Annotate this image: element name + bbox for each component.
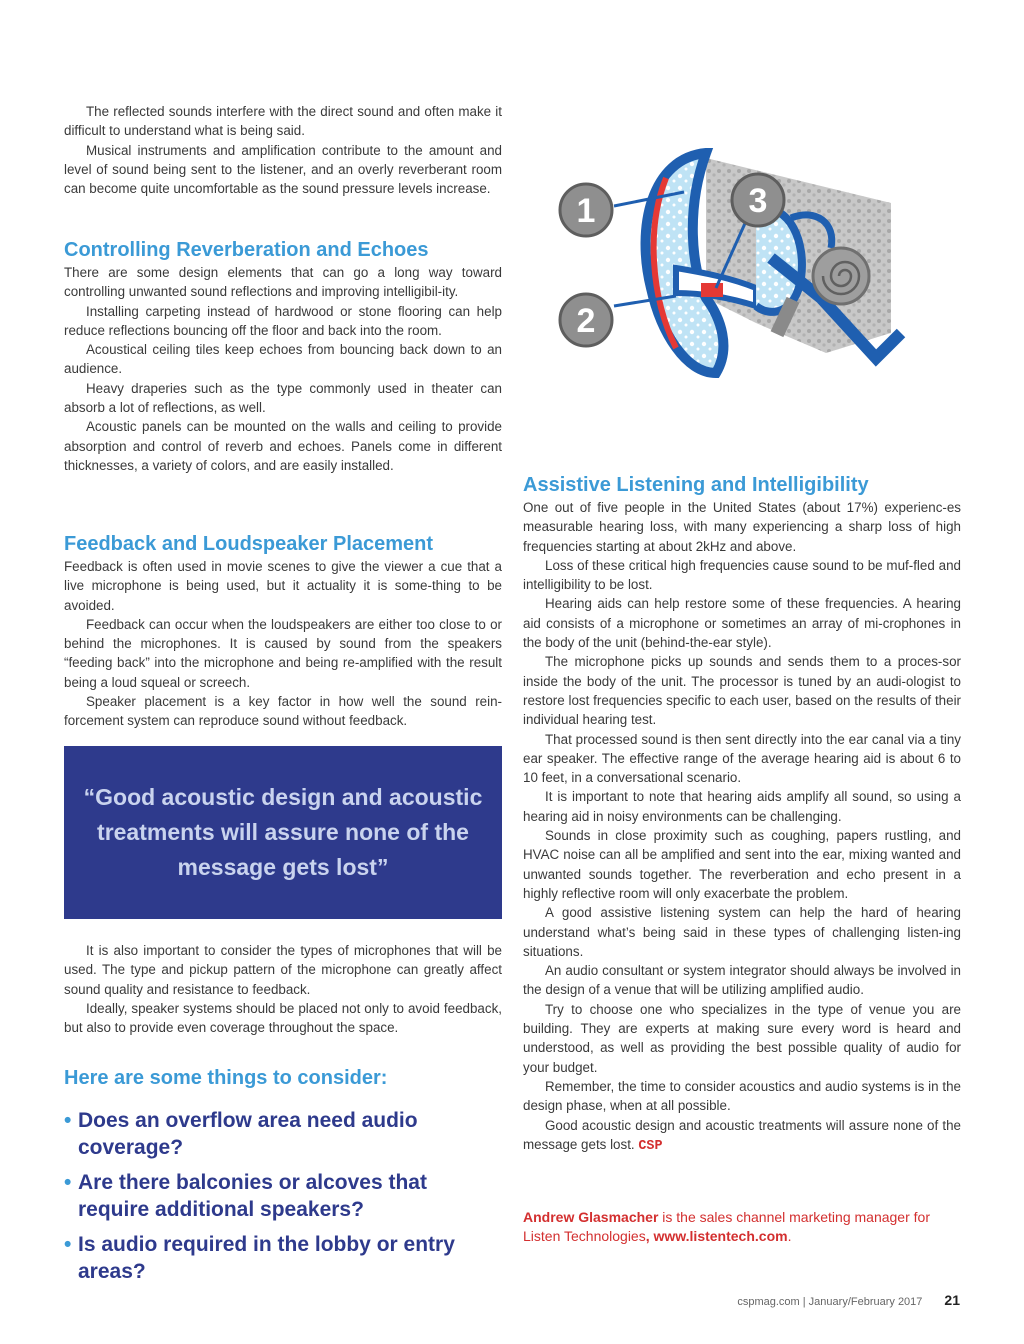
paragraph: Musical instruments and amplification contribute to the amount and level of sound being sent to the listener, and an overly reverberant room can become quite uncomfortable as the sound pressure levels increase. <box>64 142 502 197</box>
end-mark: CSP <box>638 1138 663 1154</box>
intro-text <box>64 102 502 198</box>
badge-3 <box>732 174 784 226</box>
paragraph: One out of five people in the United States (about 17%) experienc-es measurable hearing loss, with many experiencing a sharp loss of high frequencies starting at about 2kHz and above. <box>523 500 961 554</box>
paragraph: The microphone picks up sounds and sends them to a proces-sor inside the body of the unit. The processor is tuned by an audi-ologist to restore lost frequencies specific to each user, based on the results of their individual hearing test. <box>523 654 961 728</box>
pull-quote: “Good acoustic design and acoustic treatments will assure none of the message gets lost” <box>83 784 483 880</box>
paragraph: There are some design elements that can go a long way toward controlling unwanted sound reflections and improving intelligibil-ity. <box>64 265 502 300</box>
paragraph: Ideally, speaker systems should be placed not only to avoid feedback, but also to provide even coverage throughout the space. <box>64 1000 502 1036</box>
considerations <box>64 1065 502 1293</box>
paragraph: That processed sound is then sent directly into the ear canal via a tiny ear speaker. The effective range of the average hearing aid is about 6 to 10 feet, in a conversational scenario. <box>523 731 961 786</box>
author-name: Andrew Glasmacher <box>523 1209 659 1225</box>
bullet: • <box>64 1171 72 1194</box>
paragraph: Feedback can occur when the loudspeakers are either too close to or behind the microphones. It is caused by sound from the speakers “feeding back” into the microphone and being re-amplified with the result being a loud squeal or screech. <box>64 616 502 690</box>
section-heading: Controlling Reverberation and Echoes <box>64 239 429 261</box>
paragraph: Heavy draperies such as the type commonly used in theater can absorb a lot of reflections, as well. <box>64 380 502 416</box>
pull-quote-box <box>64 746 502 919</box>
svg-text:3: 3 <box>748 182 768 220</box>
page-number: 21 <box>944 1292 960 1308</box>
hearing-aid-speaker <box>701 283 723 297</box>
svg-text:2: 2 <box>576 302 596 340</box>
badge-2 <box>560 294 612 346</box>
paragraph: Installing carpeting instead of hardwood or stone flooring can help reduce reflections bouncing off the floor and back into the room. <box>64 303 502 338</box>
section-reverberation <box>64 237 502 475</box>
section-heading: Assistive Listening and Intelligibility <box>523 474 869 496</box>
author-link[interactable]: www.listentech.com <box>653 1228 788 1244</box>
footer-text: cspmag.com | January/February 2017 <box>737 1296 923 1308</box>
badge-1 <box>560 184 612 236</box>
paragraph: Acoustical ceiling tiles keep echoes from bouncing back down to an audience. <box>64 342 502 377</box>
paragraph: A good assistive listening system can help the hard of hearing understand what’s being said in these types of challenging listen-ing situations. <box>523 905 961 959</box>
after-quote-text <box>64 941 502 1037</box>
paragraph: An audio consultant or system integrator should always be involved in the design of a venue that will be utilizing amplified audio. <box>523 963 961 998</box>
paragraph: The reflected sounds interfere with the direct sound and often make it difficult to understand what is being said. <box>64 104 502 139</box>
section-assistive <box>523 472 961 1156</box>
author-role: is the sales channel marketing manager for Listen Technologies <box>523 1209 930 1244</box>
paragraph: Loss of these critical high frequencies cause sound to be muf-fled and intelligibility to be lost. <box>523 557 961 593</box>
bullet: • <box>64 1233 72 1256</box>
paragraph: Hearing aids can help restore some of these frequencies. A hearing aid consists of a microphone or sometimes an array of mi-crophones in the body of the unit (behind-the-ear style). <box>523 596 961 651</box>
bullet: • <box>64 1109 72 1132</box>
list-item: • Is audio required in the lobby or entry areas? <box>64 1233 455 1283</box>
paragraph: Speaker placement is a key factor in how well the sound rein-forcement system can reproduce sound without feedback. <box>64 694 502 729</box>
paragraph: Acoustic panels can be mounted on the walls and ceiling to provide absorption and control of reverb and echoes. Panels come in different thicknesses, a variety of colors, and are easily installed. <box>64 419 502 473</box>
page-footer <box>680 1292 960 1308</box>
author-bio: Andrew Glasmacher is the sales channel marketing manager for Listen Technologies, www.listentech.com. <box>523 1209 930 1244</box>
section-heading: Feedback and Loudspeaker Placement <box>64 533 434 555</box>
bullet-list <box>64 1107 502 1285</box>
list-item: • Are there balconies or alcoves that require additional speakers? <box>64 1171 427 1221</box>
paragraph: Sounds in close proximity such as coughing, papers rustling, and HVAC noise can all be amplified and sent into the ear, mixing wanted and unwanted sounds together. The reverberation and echo present in a highly reflective room will only exacerbate the problem. <box>523 828 961 901</box>
paragraph: It is also important to consider the types of microphones that will be used. The type and pickup pattern of the microphone can greatly affect sound quality and resistance to feedback. <box>64 943 502 997</box>
paragraph: Remember, the time to consider acoustics and audio systems is in the design phase, when at all possible. <box>523 1078 961 1114</box>
section-heading: Here are some things to consider: <box>64 1067 388 1089</box>
paragraph: Try to choose one who specializes in the type of venue you are building. They are experts at making sure every word is heard and understood, as well as providing the best possible quality of audio for your budget. <box>523 1001 961 1075</box>
list-item: • Does an overflow area need audio coverage? <box>64 1109 418 1159</box>
cochlea <box>813 248 869 304</box>
paragraph: Good acoustic design and acoustic treatments will assure none of the message gets lost. CSP <box>523 1117 961 1154</box>
paragraph: Feedback is often used in movie scenes to give the viewer a cue that a live microphone is being used, but it actuality it is some-thing to be avoided. <box>64 559 502 613</box>
section-feedback <box>64 531 502 731</box>
paragraph: It is important to note that hearing aids amplify all sound, so using a hearing aid in noisy environments can be challenging. <box>523 789 961 824</box>
svg-text:1: 1 <box>576 192 596 230</box>
ear-anatomy-illustration <box>556 148 956 388</box>
